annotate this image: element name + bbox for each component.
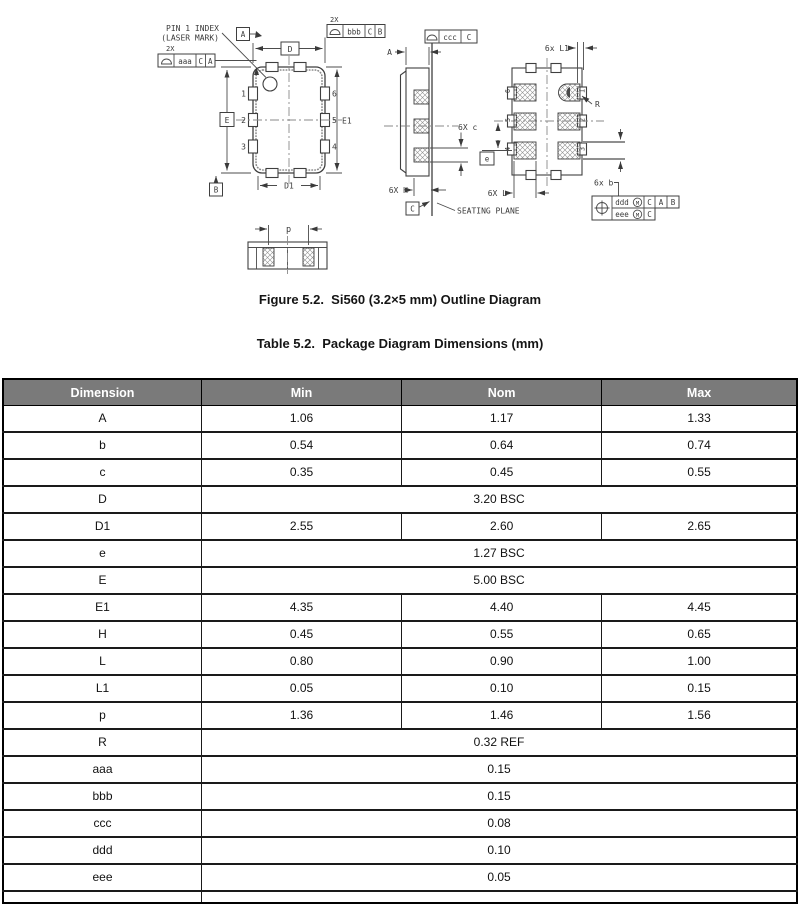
table-row — [3, 675, 797, 702]
fcf-pos-d1c: B — [670, 198, 676, 207]
pad — [558, 142, 580, 159]
nom-cell: 0.64 — [402, 432, 602, 459]
table-row — [3, 486, 797, 513]
span-value-cell: 1.27 BSC — [202, 540, 798, 567]
span-value-cell: 5.00 BSC — [202, 567, 798, 594]
dim-label-6x-b: 6x b — [594, 178, 614, 188]
fcf-bbb-tol: bbb — [347, 27, 361, 37]
dimension-cell: p — [3, 702, 202, 729]
dim-label-d1: D1 — [284, 181, 294, 191]
nom-cell: 2.60 — [402, 513, 602, 540]
nom-cell: 0.45 — [402, 459, 602, 486]
pad — [414, 90, 429, 104]
dim-label-6x-l: 6X L — [487, 189, 507, 198]
table-row — [3, 406, 797, 433]
column-header-min: Min — [202, 379, 402, 406]
bottom-view — [480, 42, 679, 220]
pin-number: 5 — [332, 116, 337, 125]
nom-cell: 1.46 — [402, 702, 602, 729]
outline-diagram — [0, 0, 800, 282]
dimension-cell: ddd — [3, 837, 202, 864]
max-cell: 2.65 — [602, 513, 797, 540]
dim-label-p: p — [285, 225, 292, 235]
max-cell: 0.55 — [602, 459, 797, 486]
pad — [414, 148, 429, 162]
table-row — [3, 756, 797, 783]
pin-number: 3 — [241, 142, 246, 152]
max-cell: 1.00 — [602, 648, 797, 675]
dim-label-6x-h: 6X H — [388, 186, 408, 195]
dimension-cell: A — [3, 406, 202, 433]
pin1-index-mark — [263, 77, 277, 91]
column-header-nom: Nom — [402, 379, 602, 406]
pin-number: 6 — [332, 89, 337, 99]
fcf-pos-d1b: A — [658, 198, 664, 207]
dimension-cell: L — [3, 648, 202, 675]
min-cell: 1.06 — [202, 406, 402, 433]
dimension-cell: E — [3, 567, 202, 594]
dim-label-e-pitch: e — [484, 154, 490, 164]
pad — [303, 248, 314, 266]
min-cell: 0.54 — [202, 432, 402, 459]
datum-a-flag — [255, 31, 262, 38]
max-cell: 0.74 — [602, 432, 797, 459]
fcf-pos-tol1: ddd — [615, 198, 629, 207]
table-row — [3, 459, 797, 486]
table-row — [3, 513, 797, 540]
max-cell: 4.45 — [602, 594, 797, 621]
dimension-cell: L1 — [3, 675, 202, 702]
dimension-cell: E1 — [3, 594, 202, 621]
dimension-cell: D1 — [3, 513, 202, 540]
span-value-cell: 0.32 REF — [202, 729, 798, 756]
span-value-cell: 0.15 — [202, 756, 798, 783]
pad — [558, 113, 580, 130]
pad — [514, 113, 536, 130]
dim-label-e: E — [224, 115, 230, 125]
dim-label-6x-l1: 6x L1 — [544, 44, 569, 53]
dimension-cell: D — [3, 486, 202, 513]
pad — [514, 84, 536, 101]
max-cell: 0.15 — [602, 675, 797, 702]
table-row — [3, 621, 797, 648]
fcf-bbb-datum2: B — [377, 27, 383, 37]
pin-number: 5 — [504, 117, 512, 123]
span-value-cell: 0.05 — [202, 864, 798, 891]
min-cell: 0.45 — [202, 621, 402, 648]
table-row — [3, 540, 797, 567]
max-cell: 1.33 — [602, 406, 797, 433]
min-cell: 2.55 — [202, 513, 402, 540]
datum-b-label: B — [213, 185, 219, 195]
pin-number: 3 — [578, 146, 587, 152]
span-value-cell: 3.20 BSC — [202, 486, 798, 513]
fcf-pos-tol2: eee — [615, 210, 629, 219]
package-lid-profile — [401, 71, 407, 173]
datum-a-label: A — [240, 30, 246, 39]
dimension-cell: b — [3, 432, 202, 459]
figure-caption: Figure 5.2. Si560 (3.2×5 mm) Outline Diagram — [258, 292, 542, 307]
table-row — [3, 648, 797, 675]
min-cell: 1.36 — [202, 702, 402, 729]
span-value-cell: 0.08 — [202, 810, 798, 837]
dimension-cell: ccc — [3, 810, 202, 837]
fcf-aaa-datum1: C — [198, 57, 203, 66]
fcf-pos-mod2: M — [635, 212, 640, 219]
dimension-cell: aaa — [3, 756, 202, 783]
pin-number: 2 — [578, 117, 587, 123]
table-row — [3, 702, 797, 729]
pin-number: 1 — [241, 89, 246, 99]
min-cell: 4.35 — [202, 594, 402, 621]
table-title: Table 5.2. Package Diagram Dimensions (mm) — [256, 336, 544, 351]
dim-label-d: D — [287, 45, 293, 54]
fcf-bbb-datum1: C — [367, 27, 373, 37]
nom-cell: 0.10 — [402, 675, 602, 702]
pin1-callout-line2: (LASER MARK) — [161, 33, 219, 43]
pin-number: 6 — [504, 88, 512, 94]
table-row — [3, 783, 797, 810]
dim-label-6x-c: 6X c — [458, 123, 478, 132]
table-row — [3, 864, 797, 891]
fcf-aaa-datum2: A — [207, 57, 213, 66]
dimension-cell — [3, 891, 202, 903]
max-cell: 0.65 — [602, 621, 797, 648]
dimension-cell: c — [3, 459, 202, 486]
pin-number: 4 — [504, 146, 512, 152]
span-value-cell: 0.15 — [202, 783, 798, 810]
min-cell: 0.35 — [202, 459, 402, 486]
dimension-cell: H — [3, 621, 202, 648]
fcf-ccc-datum1: C — [466, 33, 472, 42]
max-cell: 1.56 — [602, 702, 797, 729]
datum-c-label: C — [410, 204, 415, 214]
min-cell: 0.80 — [202, 648, 402, 675]
nom-cell: 1.17 — [402, 406, 602, 433]
fcf-ccc-tol: ccc — [443, 33, 457, 42]
span-value-cell: 0.10 — [202, 837, 798, 864]
qty-label: 2X — [166, 45, 175, 53]
pin-number: 4 — [332, 142, 337, 152]
table-row — [3, 810, 797, 837]
table-row — [3, 567, 797, 594]
table-header-row — [3, 379, 797, 406]
table-row — [3, 432, 797, 459]
dimension-cell: e — [3, 540, 202, 567]
pin-number: 1 — [578, 88, 587, 94]
dim-label-a: A — [387, 48, 392, 57]
pad — [263, 248, 274, 266]
pin1-callout-line1: PIN 1 INDEX — [166, 24, 219, 33]
dimensions-table — [2, 378, 798, 904]
dimension-cell: bbb — [3, 783, 202, 810]
table-row — [3, 594, 797, 621]
table-row — [3, 837, 797, 864]
end-view — [248, 225, 327, 274]
table-row — [3, 729, 797, 756]
fcf-pos-d1a: C — [647, 198, 652, 207]
column-header-dimension: Dimension — [3, 379, 202, 406]
top-view — [158, 16, 385, 196]
dim-label-e1: E1 — [342, 116, 352, 126]
column-header-max: Max — [602, 379, 797, 406]
pin-number: 2 — [241, 116, 246, 125]
fcf-pos-mod1: M — [635, 200, 640, 207]
nom-cell: 0.55 — [402, 621, 602, 648]
min-cell: 0.05 — [202, 675, 402, 702]
span-value-cell — [202, 891, 798, 903]
table-row-clipped — [3, 891, 797, 903]
fcf-pos-d2a: C — [647, 210, 652, 219]
dim-label-r: R — [595, 100, 600, 109]
qty-label: 2X — [330, 16, 339, 24]
nom-cell: 4.40 — [402, 594, 602, 621]
nom-cell: 0.90 — [402, 648, 602, 675]
fcf-aaa-tol: aaa — [178, 57, 192, 66]
dimension-cell: R — [3, 729, 202, 756]
pad — [514, 142, 536, 159]
dimension-cell: eee — [3, 864, 202, 891]
seating-plane-label: SEATING PLANE — [457, 206, 520, 216]
